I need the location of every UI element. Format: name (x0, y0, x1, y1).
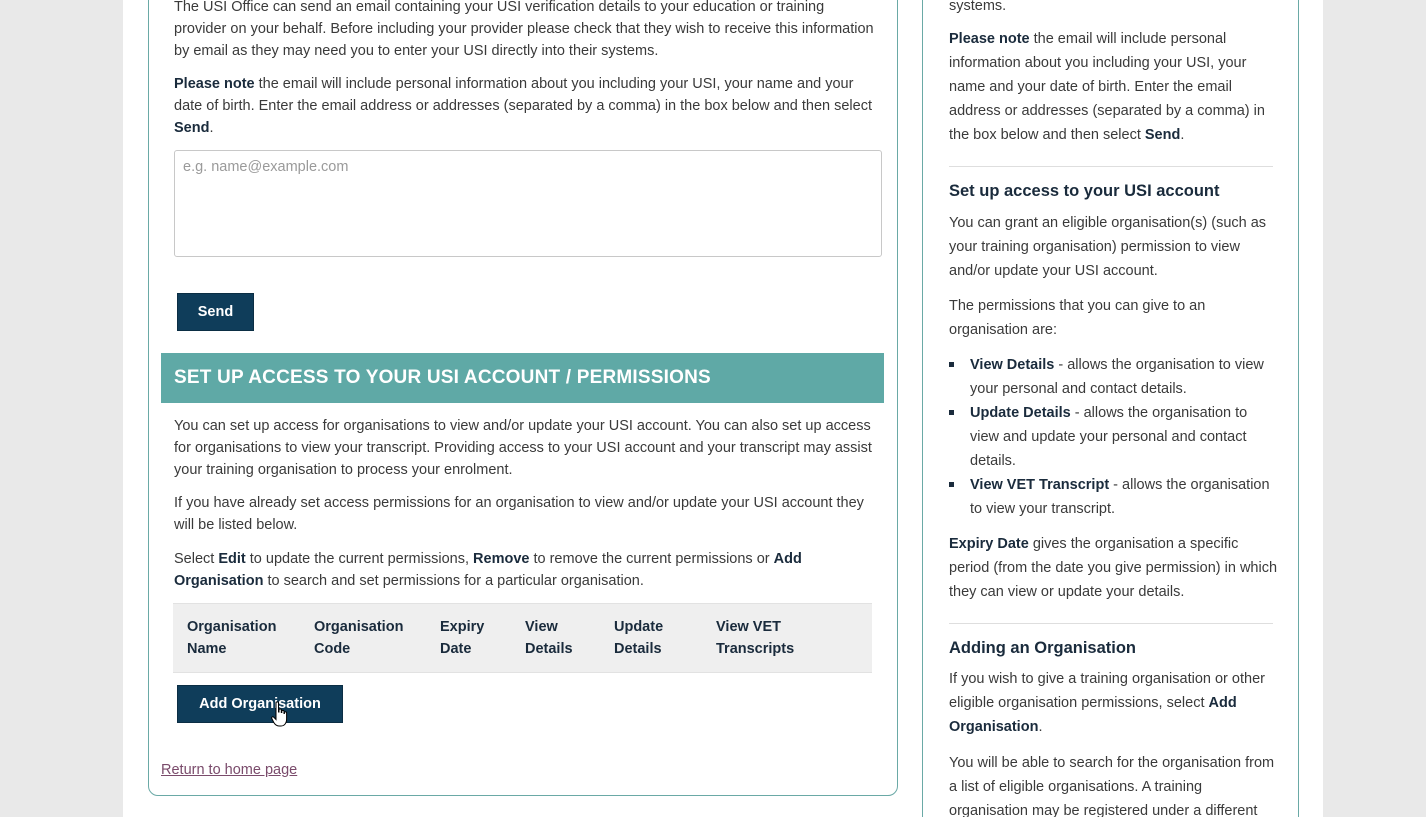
note-end: . (209, 120, 214, 136)
side-divider (949, 166, 1273, 167)
side-note-body: the email will include personal information about you including your USI, your name and your date of birth. Enter the email address or addresses (separated by a comma) in the box below and then select (949, 31, 1265, 143)
perm-text: - allows the organisation to view your personal and contact details. (970, 357, 1264, 397)
bullet-icon (949, 410, 954, 415)
instr-mid2: to remove the current permissions or (529, 551, 774, 567)
hand-pointer-cursor-icon (271, 701, 289, 729)
perm-text: - allows the organisation to view your transcript. (970, 477, 1270, 517)
col-view-vet-transcripts: View VET Transcripts (716, 619, 795, 657)
bullet-icon (949, 482, 954, 487)
bullet-icon (949, 362, 954, 367)
side-perm-view-details (949, 353, 1279, 401)
send-button[interactable]: Send (177, 293, 254, 331)
side-note-bold: Please note (949, 31, 1030, 47)
side-adding-body: If you wish to give a training organisation or other eligible organisation permissions, select (949, 671, 1265, 711)
side-perm-view-vet-transcript (949, 473, 1279, 521)
email-addresses-input[interactable] (174, 150, 882, 257)
access-instructions-text (174, 548, 874, 592)
side-adding-p2: You will be able to search for the organisation from a list of eligible organisations. A training organisation may be registered under a different (949, 755, 1275, 817)
permissions-table-header (173, 603, 872, 673)
col-expiry-date: Expiry Date (440, 619, 485, 657)
side-expiry-body: gives the organisation a specific period (from the date you give permission) in which they can view or update your details. (949, 536, 1278, 600)
note-bold-label: Please note (174, 76, 255, 92)
permissions-section-header (161, 353, 884, 403)
side-divider (949, 623, 1273, 624)
side-perm-update-details (949, 401, 1279, 473)
email-note-text (174, 73, 874, 139)
side-adding-heading: Adding an Organisation (949, 639, 1137, 657)
access-intro-text: You can set up access for organisations to view and/or update your USI account. You can also set up access for organisations to view your transcript. Providing access to your USI account and your transcript may assist your training organisation to process your enrolment. (174, 418, 872, 478)
side-note-end: . (1180, 127, 1185, 143)
perm-bold: View VET Transcript (970, 477, 1110, 493)
side-note-send: Send (1144, 127, 1181, 143)
access-listed-text: If you have already set access permissions for an organisation to view and/or update your USI account they will be listed below. (174, 495, 864, 533)
side-adding-bold: Add Organisation (949, 695, 1237, 735)
section-title: SET UP ACCESS TO YOUR USI ACCOUNT / PERMISSIONS (174, 367, 711, 388)
side-access-heading: Set up access to your USI account (949, 182, 1220, 200)
note-send-label: Send (174, 120, 210, 136)
side-note-text (949, 27, 1279, 147)
col-organisation-name: Organisation Name (187, 619, 277, 657)
side-access-p1: You can grant an eligible organisation(s) (such as your training organisation) permission to view and/or update your USI account. (949, 215, 1267, 279)
return-home-link[interactable]: Return to home page (161, 762, 298, 778)
side-top-fragment: systems. (949, 0, 1007, 14)
add-organisation-button[interactable]: Add Organisation (177, 685, 343, 723)
col-organisation-code: Organisation Code (314, 619, 404, 657)
instr-remove: Remove (473, 551, 530, 567)
instr-pre: Select (174, 551, 219, 567)
side-expiry-text (949, 532, 1279, 604)
col-view-details: View Details (525, 619, 573, 657)
col-update-details: Update Details (614, 619, 664, 657)
perm-bold: Update Details (970, 405, 1071, 421)
side-expiry-bold: Expiry Date (949, 536, 1029, 552)
instr-edit: Edit (218, 551, 246, 567)
perm-bold: View Details (970, 357, 1055, 373)
email-intro-text: The USI Office can send an email containing your USI verification details to your education or training provider on your behalf. Before including your provider please check that they wish to receive this information by email as they may need you to enter your USI directly into their systems. (174, 0, 874, 59)
perm-text: - allows the organisation to view and update your personal and contact details. (970, 405, 1248, 469)
instr-end: to search and set permissions for a particular organisation. (263, 573, 644, 589)
side-access-p2: The permissions that you can give to an organisation are: (949, 298, 1206, 338)
side-adding-p1 (949, 667, 1279, 739)
note-body: the email will include personal information about you including your USI, your name and your date of birth. Enter the email address or addresses (separated by a comma) in the box below and then select (174, 76, 872, 114)
instr-add: Add Organisation (174, 551, 802, 589)
instr-mid1: to update the current permissions, (245, 551, 474, 567)
side-adding-end: . (1038, 719, 1043, 735)
